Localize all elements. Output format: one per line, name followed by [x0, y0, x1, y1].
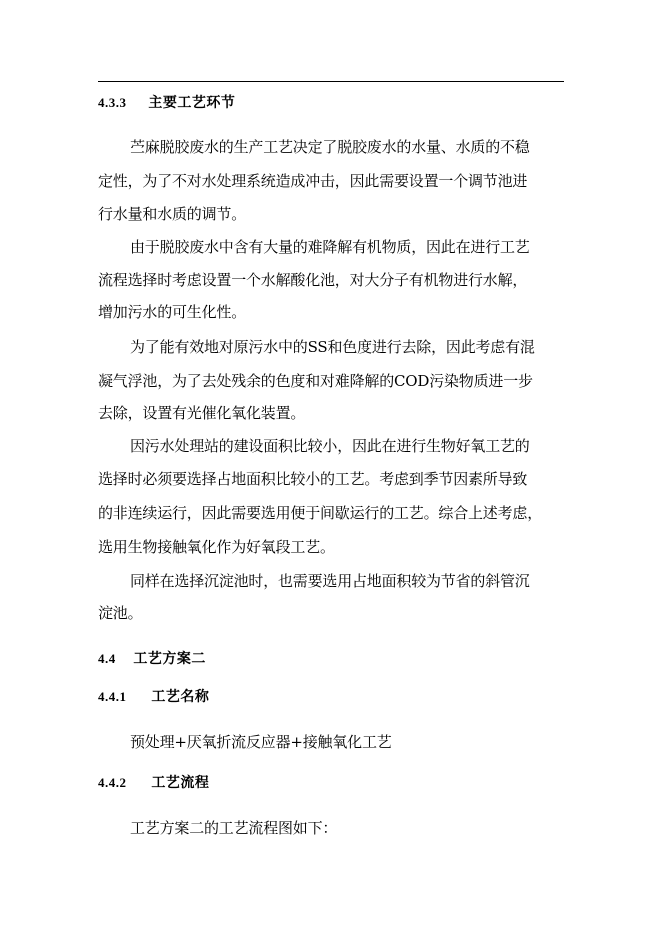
section-number: 4.3.3 — [98, 95, 127, 110]
section-number: 4.4.2 — [98, 775, 127, 790]
paragraph-line: 因污水处理站的建设面积比较小，因此在进行生物好氧工艺的 — [130, 437, 530, 455]
paragraph-line: 定性，为了不对水处理系统造成冲击，因此需要设置一个调节池进 — [98, 172, 528, 190]
paragraph-line: 的非连续运行，因此需要选用便于间歇运行的工艺。综合上述考虑， — [98, 504, 543, 522]
paragraph-line: 苎麻脱胶废水的生产工艺决定了脱胶废水的水量、水质的不稳 — [130, 138, 530, 156]
section-number: 4.4.1 — [98, 689, 127, 704]
paragraph-line: 凝气浮池，为了去处残余的色度和对难降解的COD污染物质进一步 — [98, 372, 533, 390]
section-title: 工艺名称 — [151, 689, 210, 705]
paragraph-line: 选用生物接触氧化作为好氧段工艺。 — [98, 538, 335, 556]
section-number: 4.4 — [98, 651, 116, 666]
paragraph-line: 去除，设置有光催化氧化装置。 — [98, 404, 306, 422]
section-title: 工艺方案二 — [133, 651, 206, 667]
paragraph-line: 选择时必须要选择占地面积比较小的工艺。考虑到季节因素所导致 — [98, 470, 528, 488]
section-title: 工艺流程 — [151, 775, 210, 791]
process-flow-intro-text: 工艺方案二的工艺流程图如下： — [130, 819, 338, 837]
paragraph-line: 由于脱胶废水中含有大量的难降解有机物质，因此在进行工艺 — [130, 238, 530, 256]
paragraph-line: 为了能有效地对原污水中的SS和色度进行去除，因此考虑有混 — [130, 338, 535, 356]
header-rule — [98, 81, 564, 82]
section-heading-4-4-1 — [98, 686, 209, 706]
section-heading-4-3-3 — [98, 92, 235, 112]
section-title: 主要工艺环节 — [148, 95, 236, 111]
paragraph-line: 淀池。 — [98, 604, 143, 622]
section-heading-4-4 — [98, 648, 206, 668]
paragraph-line: 行水量和水质的调节。 — [98, 205, 247, 223]
paragraph-line: 同样在选择沉淀池时，也需要选用占地面积较为节省的斜管沉 — [130, 572, 530, 590]
paragraph-line: 流程选择时考虑设置一个水解酸化池，对大分子有机物进行水解， — [98, 271, 528, 289]
process-name-text: 预处理+厌氧折流反应器+接触氧化工艺 — [130, 733, 392, 751]
section-heading-4-4-2 — [98, 772, 209, 792]
paragraph-line: 增加污水的可生化性。 — [98, 303, 247, 321]
